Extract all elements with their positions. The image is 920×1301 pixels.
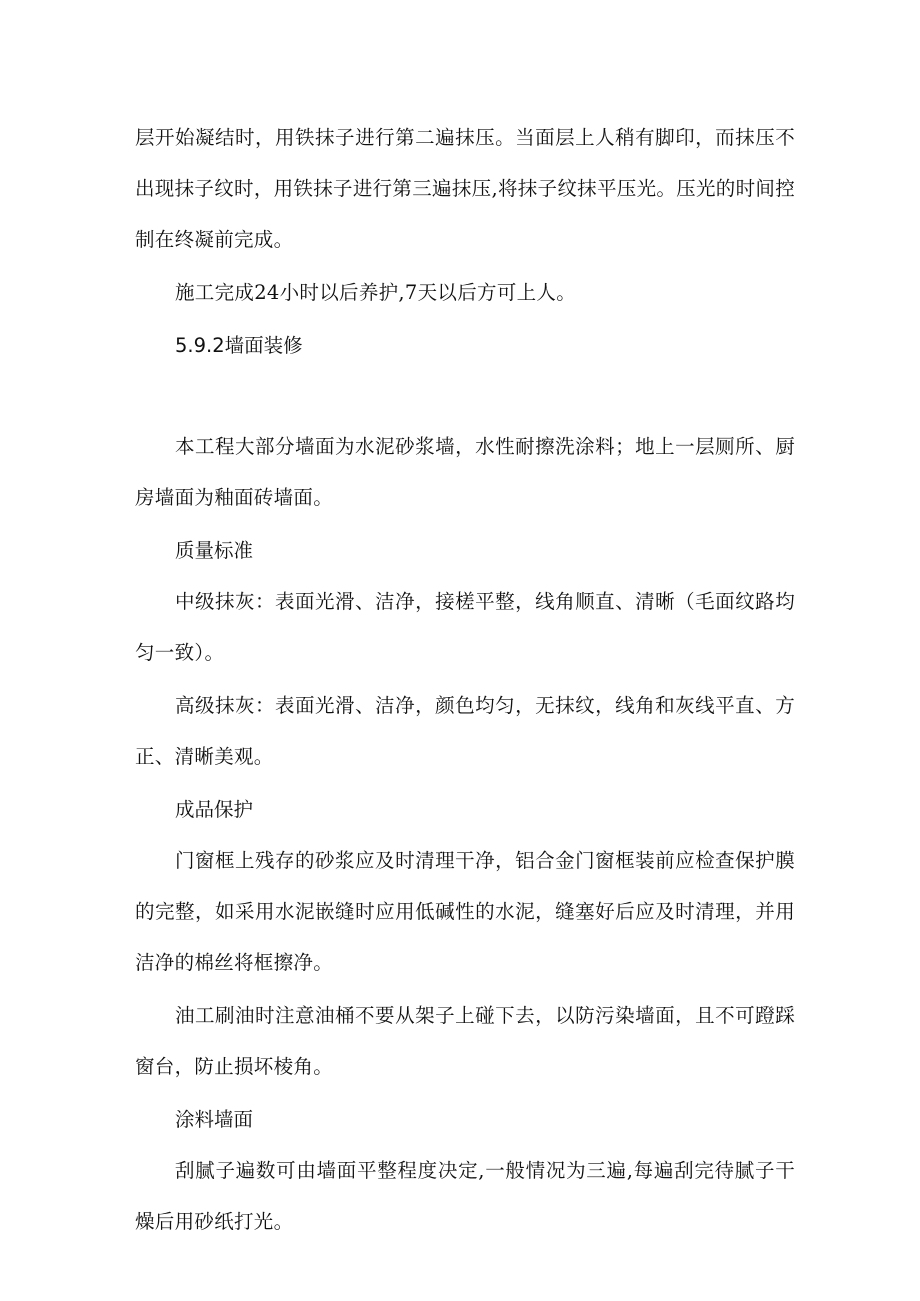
paragraph-plastering-continuation: 层开始凝结时，用铁抹子进行第二遍抹压。当面层上人稍有脚印，而抹压不出现抹子纹时，用铁抹子进行第三遍抹压,将抹子纹抹平压光。压光的时间控制在终凝前完成。 (135, 126, 795, 251)
section-heading-wall-finishing: 5.9.2墙面装修 (175, 334, 303, 357)
subheading-coating-wall: 涂料墙面 (175, 1108, 254, 1131)
subheading-product-protection: 成品保护 (175, 798, 254, 821)
paragraph-wall-overview: 本工程大部分墙面为水泥砂浆墙，水性耐擦洗涂料；地上一层厕所、厨房墙面为釉面砖墙面。 (135, 435, 795, 509)
paragraph-advanced-plastering: 高级抹灰：表面光滑、洁净，颜色均匀，无抹纹，线角和灰线平直、方正、清晰美观。 (135, 694, 795, 768)
paragraph-curing: 施工完成24小时以后养护,7天以后方可上人。 (175, 281, 577, 304)
paragraph-putty: 刮腻子遍数可由墙面平整程度决定,一般情况为三遍,每遍刮完待腻子干燥后用砂纸打光。 (135, 1159, 795, 1233)
spacer (135, 371, 795, 421)
subheading-quality-standard: 质量标准 (175, 539, 254, 562)
paragraph-medium-plastering: 中级抹灰：表面光滑、洁净，接槎平整，线角顺直、清晰（毛面纹路均匀一致）。 (135, 590, 795, 664)
document-page (135, 112, 795, 1249)
paragraph-frame-protection: 门窗框上残存的砂浆应及时清理干净，铝合金门窗框装前应检查保护膜的完整，如采用水泥嵌缝时应用低碱性的水泥，缝塞好后应及时清理，并用洁净的棉丝将框擦净。 (135, 849, 795, 974)
paragraph-painter-caution: 油工刷油时注意油桶不要从架子上碰下去，以防污染墙面，且不可蹬踩窗台，防止损坏棱角。 (135, 1004, 795, 1078)
